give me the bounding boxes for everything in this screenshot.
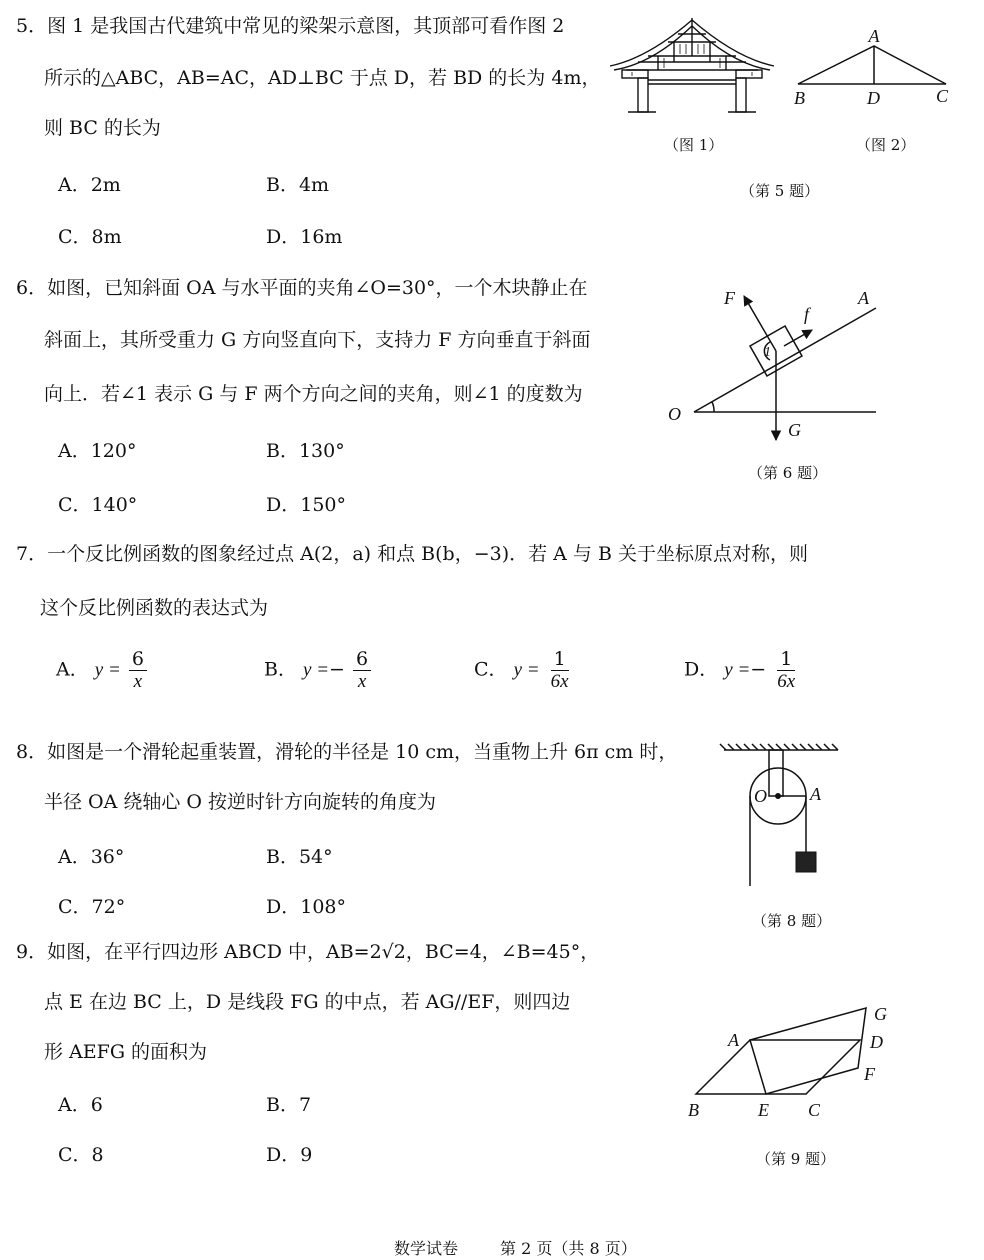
q9-label-d: D [870,1032,883,1052]
q9-label-c: C [808,1100,821,1120]
q9-caption: （第 9 题） [756,1150,836,1168]
q8-label-o: O [754,786,767,806]
q9-label-e: E [758,1100,769,1120]
q7-option-a-fraction: $\frac{6}{x}$ [129,648,147,693]
q6-stem-line1: 6．如图，已知斜面 OA 与水平面的夹角∠O=30°，一个木块静止在 [16,277,588,299]
q7-option-a[interactable]: A． y = $\frac{6}{x}$ [56,648,147,693]
q9-label-a: A [728,1030,739,1050]
q8-option-d[interactable]: D．108° [266,896,346,918]
q6-caption: （第 6 题） [748,464,828,482]
q9-option-a[interactable]: A．6 [58,1094,103,1116]
q9-stem-line3: 形 AEFG 的面积为 [44,1041,208,1063]
q5-label-a: A [868,26,880,46]
q6-option-d[interactable]: D．150° [266,494,346,516]
q7-option-b[interactable]: B． y =− $\frac{6}{x}$ [264,648,371,693]
q6-stem-line3: 向上．若∠1 表示 G 与 F 两个方向之间的夹角，则∠1 的度数为 [44,383,583,405]
q9-option-b[interactable]: B．7 [266,1094,312,1116]
q7-option-d[interactable]: D． y =− $\frac{1}{6x}$ [684,648,798,693]
q9-label-g: G [874,1004,887,1024]
q6-label-angle1: 1 [764,345,771,360]
q5-figure1-caption: （图 1） [664,136,724,154]
q5-stem-line1: 5．图 1 是我国古代建筑中常见的梁架示意图，其顶部可看作图 2 [16,15,565,37]
q5-stem-line2: 所示的△ABC，AB=AC，AD⊥BC 于点 D，若 BD 的长为 4m， [44,67,601,89]
q5-figure1-roof-frame [608,14,778,124]
q5-option-c[interactable]: C．8m [58,226,122,248]
q6-option-a[interactable]: A．120° [58,440,137,462]
q9-label-b: B [688,1100,699,1120]
q5-stem-line3: 则 BC 的长为 [44,117,161,139]
q8-caption: （第 8 题） [752,912,832,930]
q5-option-b[interactable]: B．4m [266,174,330,196]
q9-stem-line2: 点 E 在边 BC 上，D 是线段 FG 的中点，若 AG//EF，则四边 [44,991,571,1013]
q5-figure2-caption: （图 2） [856,136,916,154]
q7-option-c-fraction: $\frac{1}{6x}$ [550,648,569,692]
q9-option-d[interactable]: D．9 [266,1144,313,1166]
q6-label-f-friction: f [804,304,810,324]
q5-label-c: C [936,86,949,106]
q5-option-a[interactable]: A．2m [58,174,121,196]
q7-option-d-fraction: $\frac{1}{6x}$ [777,648,796,692]
q5-caption: （第 5 题） [740,182,820,200]
q6-label-o: O [668,404,681,424]
q7-stem-line2: 这个反比例函数的表达式为 [40,597,269,619]
footer-page-number: 第 2 页（共 8 页） [500,1239,637,1258]
q8-option-c[interactable]: C．72° [58,896,126,918]
q8-option-a[interactable]: A．36° [58,846,125,868]
q8-figure-pulley [720,740,850,890]
q5-label-b: B [794,88,805,108]
q9-option-c[interactable]: C．8 [58,1144,104,1166]
q7-option-c[interactable]: C． y = $\frac{1}{6x}$ [474,648,572,693]
q6-label-g: G [788,420,801,440]
q8-label-a: A [810,784,821,804]
q6-stem-line2: 斜面上，其所受重力 G 方向竖直向下，支持力 F 方向垂直于斜面 [44,329,591,351]
q8-stem-line2: 半径 OA 绕轴心 O 按逆时针方向旋转的角度为 [44,791,437,813]
q8-stem-line1: 8．如图是一个滑轮起重装置，滑轮的半径是 10 cm，当重物上升 6π cm 时， [16,741,678,763]
q6-label-a: A [858,288,869,308]
q9-label-f: F [864,1064,875,1084]
q6-option-b[interactable]: B．130° [266,440,345,462]
q5-option-d[interactable]: D．16m [266,226,343,248]
q8-option-b[interactable]: B．54° [266,846,333,868]
q7-stem-line1: 7．一个反比例函数的图象经过点 A(2，a) 和点 B(b，−3)．若 A 与 B 关于坐标原点对称，则 [16,543,808,565]
q6-option-c[interactable]: C．140° [58,494,138,516]
q9-stem-line1: 9．如图，在平行四边形 ABCD 中，AB=2√2，BC=4，∠B=45°， [16,941,600,963]
footer-subject: 数学试卷 [394,1239,459,1258]
q6-label-f-support: F [724,288,735,308]
q5-label-d: D [867,88,880,108]
q6-figure-incline [660,280,890,450]
q7-option-b-fraction: $\frac{6}{x}$ [353,648,371,693]
q9-figure-parallelogram [680,996,910,1126]
q5-figure2-triangle [790,24,960,114]
